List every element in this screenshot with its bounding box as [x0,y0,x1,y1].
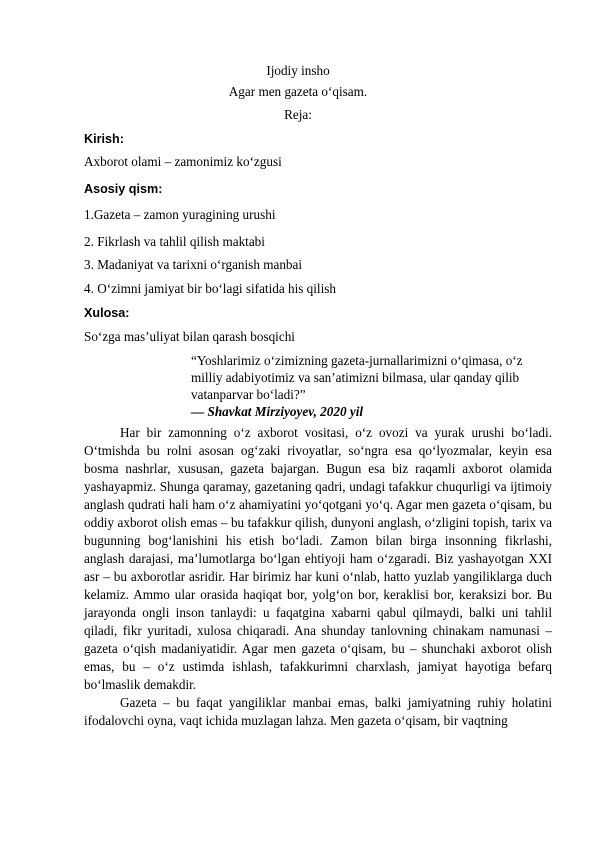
plan-item: 3. Madaniyat va tarixni o‘rganish manbai [84,257,303,272]
essay-title: Agar men gazeta o‘qisam. [228,84,368,99]
plan-item: 4. O‘zimni jamiyat bir bo‘lagi sifatida his qilish [84,281,336,296]
essay-body [84,424,552,730]
plan-item: 1.Gazeta – zamon yuragining urushi [84,207,276,222]
main-heading: Asosiy qism: [84,182,163,196]
conclusion-heading: Xulosa: [84,306,130,320]
intro-item: Axborot olami – zamonimiz ko‘zgusi [84,154,282,169]
plan-label: Reja: [284,107,312,122]
epigraph-line: vatanparvar bo‘ladi?” [191,387,306,402]
body-paragraph: Har bir zamonning o‘z axborot vositasi, o‘z ovozi va yurak urushi bo‘ladi. O‘tmishda bu rolni asosan og‘zaki rivoyatlar, so‘ngra esa qo‘lyozmalar, keyin esa bosma nashrlar, xususan, gazeta bajargan. Bugun esa biz raqamli axborot olamida yashayapmiz. Shunga qaramay, gazetaning qadri, undagi tafakkur chuqurligi va ijtimoiy anglash qudrati hali ham o‘z ahamiyatini yo‘qotgani yo‘q. Agar men gazeta o‘qisam, bu oddiy axborot olish emas – bu tafakkur qilish, dunyoni anglash, o‘zligini topish, tarix va bugunning bog‘lanishini his etish bo‘ladi. Zamon bilan birga insonning fikrlashi, anglash darajasi, ma’lumotlarga bo‘lgan ehtiyoji ham o‘zgaradi. Biz yashayotgan XXI asr – bu axborotlar asridir. Har birimiz har kuni o‘nlab, hatto yuzlab yangiliklarga duch kelamiz. Ammo ular orasida haqiqat bor, yolg‘on bor, keraklisi bor, keraksizi bor. Bu jarayonda ongli inson tanlaydi: u faqatgina xabarni qabul qilmaydi, balki uni tahlil qiladi, fikr yuritadi, xulosa chiqaradi. Ana shunday tanlovning chinakam namunasi – gazeta o‘qish madaniyatidir. Agar men gazeta o‘qisam, bu – shunchaki axborot olish emas, bu – o‘z ustimda ishlash, tafakkurimni charxlash, jamiyat hayotiga befarq bo‘lmaslik demakdir. [84,425,552,692]
plan-item: 2. Fikrlash va tahlil qilish maktabi [84,234,265,249]
epigraph-line: “Yoshlarimiz o‘zimizning gazeta-jurnallarimizni o‘qimasa, o‘z [191,353,523,368]
essay-type-title: Ijodiy insho [266,63,330,78]
epigraph-author: — Shavkat Mirziyoyev, 2020 yil [191,404,364,419]
body-paragraph: Gazeta – bu faqat yangiliklar manbai emas, balki jamiyatning ruhiy holatini ifodalovchi oyna, vaqt ichida muzlagan lahza. Men gazeta o‘qisam, bir vaqtning [84,695,552,728]
epigraph-line: milliy adabiyotimiz va san’atimizni bilmasa, ular qanday qilib [191,370,520,385]
intro-heading: Kirish: [84,132,124,146]
conclusion-item: So‘zga mas’uliyat bilan qarash bosqichi [84,329,295,344]
